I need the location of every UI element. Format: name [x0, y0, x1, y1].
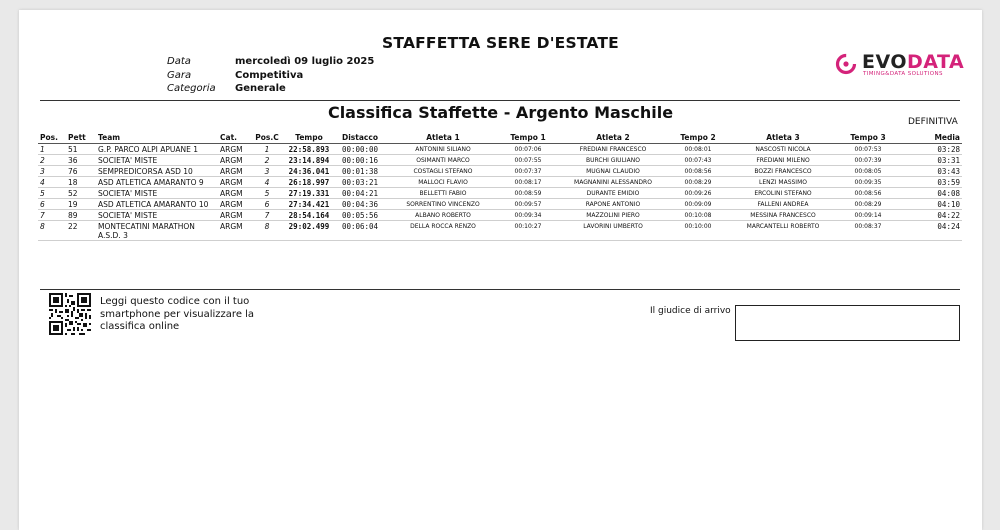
- column-header: Tempo: [284, 131, 334, 144]
- cell-cat: ARGM: [218, 155, 250, 166]
- cell-distacco: 00:04:21: [334, 188, 386, 199]
- cell-posc: 8: [250, 221, 284, 241]
- cell-t2: 00:08:01: [670, 144, 726, 155]
- column-header: Media: [896, 131, 962, 144]
- cell-distacco: 00:03:21: [334, 177, 386, 188]
- cell-distacco: 00:04:36: [334, 199, 386, 210]
- cell-a1: ANTONINI SILIANO: [386, 144, 500, 155]
- cell-cat: ARGM: [218, 166, 250, 177]
- evodata-mark-icon: [835, 53, 857, 75]
- cell-t3: 00:08:29: [840, 199, 896, 210]
- column-header: Pett: [66, 131, 96, 144]
- cell-posc: 2: [250, 155, 284, 166]
- event-meta: [167, 56, 374, 97]
- cell-a2: DURANTE EMIDIO: [556, 188, 670, 199]
- cell-distacco: 00:05:56: [334, 210, 386, 221]
- cell-pett: 51: [66, 144, 96, 155]
- meta-label: Data: [167, 56, 191, 67]
- cell-a3: MARCANTELLI ROBERTO: [726, 221, 840, 241]
- cell-pett: 52: [66, 188, 96, 199]
- ranking-title: Classifica Staffette - Argento Maschile: [327, 103, 674, 122]
- cell-pos: 5: [38, 188, 66, 199]
- cell-a2: MAZZOLINI PIERO: [556, 210, 670, 221]
- table-row: [38, 221, 962, 241]
- cell-tempo: 26:18.997: [284, 177, 334, 188]
- cell-pett: 18: [66, 177, 96, 188]
- cell-pett: 19: [66, 199, 96, 210]
- table-row: [38, 188, 962, 199]
- cell-posc: 5: [250, 188, 284, 199]
- cell-a3: BOZZI FRANCESCO: [726, 166, 840, 177]
- meta-value: mercoledì 09 luglio 2025: [235, 56, 375, 67]
- cell-a2: MAGNANINI ALESSANDRO: [556, 177, 670, 188]
- cell-t3: 00:07:39: [840, 155, 896, 166]
- cell-tempo: 28:54.164: [284, 210, 334, 221]
- cell-posc: 7: [250, 210, 284, 221]
- cell-tempo: 27:19.331: [284, 188, 334, 199]
- cell-a1: ALBANO ROBERTO: [386, 210, 500, 221]
- cell-distacco: 00:00:00: [334, 144, 386, 155]
- cell-a1: BELLETTI FABIO: [386, 188, 500, 199]
- cell-team: SOCIETA' MISTE: [96, 188, 218, 199]
- event-title: STAFFETTA SERE D'ESTATE: [382, 34, 619, 52]
- cell-t2: 00:09:09: [670, 199, 726, 210]
- cell-a3: LENZI MASSIMO: [726, 177, 840, 188]
- cell-a3: ERCOLINI STEFANO: [726, 188, 840, 199]
- meta-row-date: [167, 56, 374, 70]
- meta-value: Generale: [235, 83, 286, 94]
- cell-pett: 22: [66, 221, 96, 241]
- cell-media: 03:28: [896, 144, 962, 155]
- table-row: [38, 155, 962, 166]
- cell-media: 04:08: [896, 188, 962, 199]
- table-row: [38, 166, 962, 177]
- meta-label: Categoria: [167, 83, 216, 94]
- cell-t2: 00:10:08: [670, 210, 726, 221]
- cell-distacco: 00:01:38: [334, 166, 386, 177]
- cell-team: MONTECATINI MARATHON A.S.D. 3: [96, 221, 218, 241]
- cell-pos: 2: [38, 155, 66, 166]
- cell-cat: ARGM: [218, 144, 250, 155]
- cell-a1: DELLA ROCCA RENZO: [386, 221, 500, 241]
- cell-a2: RAPONE ANTONIO: [556, 199, 670, 210]
- cell-t3: 00:08:56: [840, 188, 896, 199]
- cell-t3: 00:09:14: [840, 210, 896, 221]
- cell-a2: MUGNAI CLAUDIO: [556, 166, 670, 177]
- cell-t1: 00:07:06: [500, 144, 556, 155]
- cell-a3: FALLENI ANDREA: [726, 199, 840, 210]
- cell-distacco: 00:00:16: [334, 155, 386, 166]
- cell-pos: 6: [38, 199, 66, 210]
- column-header: Pos.: [38, 131, 66, 144]
- qr-code-icon[interactable]: [49, 293, 91, 335]
- cell-a1: MALLOCI FLAVIO: [386, 177, 500, 188]
- table-header-row: [38, 131, 962, 144]
- cell-media: 03:59: [896, 177, 962, 188]
- cell-tempo: 27:34.421: [284, 199, 334, 210]
- cell-t3: 00:07:53: [840, 144, 896, 155]
- cell-media: 04:10: [896, 199, 962, 210]
- cell-distacco: 00:06:04: [334, 221, 386, 241]
- cell-pett: 76: [66, 166, 96, 177]
- cell-posc: 4: [250, 177, 284, 188]
- column-header: Tempo 3: [840, 131, 896, 144]
- header-divider: [40, 100, 960, 101]
- results-page: [19, 10, 982, 530]
- cell-tempo: 23:14.894: [284, 155, 334, 166]
- cell-t1: 00:07:55: [500, 155, 556, 166]
- judge-signature-box: [735, 305, 960, 341]
- cell-t1: 00:08:59: [500, 188, 556, 199]
- cell-cat: ARGM: [218, 188, 250, 199]
- cell-pos: 1: [38, 144, 66, 155]
- meta-label: Gara: [167, 69, 192, 81]
- cell-a1: OSIMANTI MARCO: [386, 155, 500, 166]
- cell-media: 03:31: [896, 155, 962, 166]
- column-header: Tempo 1: [500, 131, 556, 144]
- logo-wordmark: EVODATA: [862, 51, 965, 73]
- qr-instructions: Leggi questo codice con il tuo smartphone per visualizzare la classifica online: [100, 296, 255, 332]
- cell-media: 03:43: [896, 166, 962, 177]
- column-header: Pos.C: [250, 131, 284, 144]
- logo-tagline: TIMING&DATA SOLUTIONS: [863, 71, 943, 77]
- cell-team: ASD ATLETICA AMARANTO 10: [96, 199, 218, 210]
- cell-tempo: 29:02.499: [284, 221, 334, 241]
- cell-t2: 00:07:43: [670, 155, 726, 166]
- cell-media: 04:24: [896, 221, 962, 241]
- table-row: [38, 144, 962, 155]
- cell-cat: ARGM: [218, 210, 250, 221]
- cell-tempo: 22:58.893: [284, 144, 334, 155]
- cell-a2: BURCHI GIULIANO: [556, 155, 670, 166]
- cell-pos: 7: [38, 210, 66, 221]
- results-table: [38, 131, 962, 241]
- meta-row-race: [167, 70, 374, 84]
- cell-t2: 00:09:26: [670, 188, 726, 199]
- cell-t2: 00:08:29: [670, 177, 726, 188]
- column-header: Tempo 2: [670, 131, 726, 144]
- cell-t1: 00:10:27: [500, 221, 556, 241]
- column-header: Team: [96, 131, 218, 144]
- table-row: [38, 199, 962, 210]
- cell-posc: 1: [250, 144, 284, 155]
- cell-t1: 00:09:34: [500, 210, 556, 221]
- cell-t3: 00:09:35: [840, 177, 896, 188]
- cell-posc: 6: [250, 199, 284, 210]
- judge-label: Il giudice di arrivo: [650, 306, 731, 316]
- cell-pett: 36: [66, 155, 96, 166]
- meta-row-category: [167, 83, 374, 97]
- cell-t2: 00:08:56: [670, 166, 726, 177]
- cell-t1: 00:09:57: [500, 199, 556, 210]
- cell-t3: 00:08:05: [840, 166, 896, 177]
- cell-cat: ARGM: [218, 221, 250, 241]
- cell-cat: ARGM: [218, 177, 250, 188]
- cell-a1: SORRENTINO VINCENZO: [386, 199, 500, 210]
- column-header: Distacco: [334, 131, 386, 144]
- footer-divider: [40, 289, 960, 290]
- cell-a3: MESSINA FRANCESCO: [726, 210, 840, 221]
- cell-a2: LAVORINI UMBERTO: [556, 221, 670, 241]
- cell-tempo: 24:36.041: [284, 166, 334, 177]
- column-header: Cat.: [218, 131, 250, 144]
- cell-cat: ARGM: [218, 199, 250, 210]
- meta-value: Competitiva: [235, 69, 304, 81]
- status-label: DEFINITIVA: [908, 117, 958, 127]
- cell-posc: 3: [250, 166, 284, 177]
- cell-team: G.P. PARCO ALPI APUANE 1: [96, 144, 218, 155]
- cell-t2: 00:10:00: [670, 221, 726, 241]
- column-header: Atleta 3: [726, 131, 840, 144]
- cell-team: ASD ATLETICA AMARANTO 9: [96, 177, 218, 188]
- cell-pett: 89: [66, 210, 96, 221]
- cell-pos: 8: [38, 221, 66, 241]
- cell-team: SEMPREDICORSA ASD 10: [96, 166, 218, 177]
- cell-pos: 4: [38, 177, 66, 188]
- evodata-logo: [835, 52, 965, 82]
- column-header: Atleta 2: [556, 131, 670, 144]
- cell-t1: 00:07:37: [500, 166, 556, 177]
- cell-a3: FREDIANI MILENO: [726, 155, 840, 166]
- cell-a3: NASCOSTI NICOLA: [726, 144, 840, 155]
- cell-team: SOCIETA' MISTE: [96, 155, 218, 166]
- cell-a2: FREDIANI FRANCESCO: [556, 144, 670, 155]
- table-row: [38, 177, 962, 188]
- cell-t1: 00:08:17: [500, 177, 556, 188]
- cell-a1: COSTAGLI STEFANO: [386, 166, 500, 177]
- column-header: Atleta 1: [386, 131, 500, 144]
- table-row: [38, 210, 962, 221]
- cell-pos: 3: [38, 166, 66, 177]
- cell-t3: 00:08:37: [840, 221, 896, 241]
- cell-team: SOCIETA' MISTE: [96, 210, 218, 221]
- cell-media: 04:22: [896, 210, 962, 221]
